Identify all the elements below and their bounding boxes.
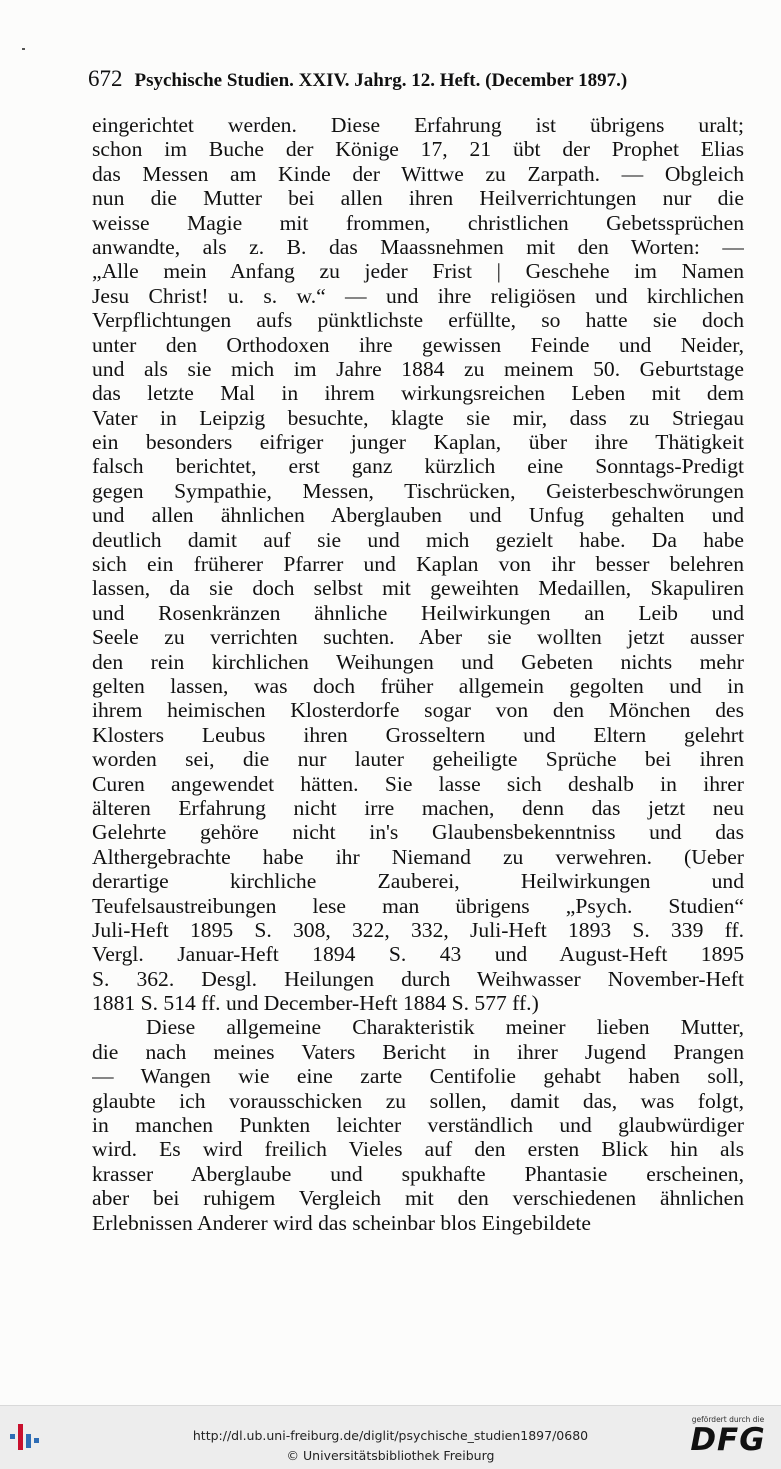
scan-speck [22, 48, 25, 50]
text-line: gelten lassen, was doch früher allgemein gegolten und in [92, 673, 744, 698]
text-line: derartige kirchliche Zauberei, Heilwirkungen und [92, 869, 744, 894]
text-line: nun die Mutter bei allen ihren Heilverrichtungen nur die [92, 186, 744, 211]
body-text [92, 113, 744, 1235]
text-line: in manchen Punkten leichter verständlich und glaubwürdiger [92, 1113, 744, 1138]
text-line: „Alle mein Anfang zu jeder Frist | Geschehe im Namen [92, 259, 744, 284]
text-line: Curen angewendet hätten. Sie lasse sich deshalb in ihrer [92, 771, 744, 796]
text-line: das Messen am Kinde der Wittwe zu Zarpath. — Obgleich [92, 161, 744, 186]
viewer-footer [0, 1405, 781, 1469]
text-line: aber bei ruhigem Vergleich mit den verschiedenen ähnlichen [92, 1186, 744, 1211]
running-header [88, 66, 750, 92]
text-line: S. 362. Desgl. Heilungen durch Weihwasser November-Heft [92, 966, 744, 991]
dfg-logo-icon: DFG [690, 1422, 766, 1458]
text-line: sich ein früherer Pfarrer und Kaplan von ihr besser belehren [92, 552, 744, 577]
text-line: unter den Orthodoxen ihre gewissen Feinde und Neider, [92, 332, 744, 357]
text-line: Teufelsaustreibungen lese man übrigens „Psych. Studien“ [92, 893, 744, 918]
text-line: eingerichtet werden. Diese Erfahrung ist übrigens uralt; [92, 113, 744, 137]
text-line: schon im Buche der Könige 17, 21 übt der Prophet Elias [92, 137, 744, 162]
text-line: Diese allgemeine Charakteristik meiner lieben Mutter, [146, 1015, 744, 1040]
text-line: Vater in Leipzig besuchte, klagte sie mir, dass zu Striegau [92, 405, 744, 430]
text-line: ein besonders eifriger junger Kaplan, über ihre Thätigkeit [92, 430, 744, 455]
text-line: ihrem heimischen Klosterdorfe sogar von den Mönchen des [92, 698, 744, 723]
dfg-tagline: gefördert durch die [691, 1415, 765, 1424]
text-line: falsch berichtet, erst ganz kürzlich eine Sonntags-Predigt [92, 454, 744, 479]
text-line: weisse Magie mit frommen, christlichen Gebetssprüchen [92, 210, 744, 235]
text-line: wird. Es wird freilich Vieles auf den ersten Blick hin als [92, 1137, 744, 1162]
text-line: den rein kirchlichen Weihungen und Gebeten nichts mehr [92, 649, 744, 674]
text-line: älteren Erfahrung nicht irre machen, denn das jetzt neu [92, 795, 744, 820]
text-line: die nach meines Vaters Bericht in ihrer Jugend Prangen [92, 1039, 744, 1064]
text-line: 1881 S. 514 ff. und December-Heft 1884 S. 577 ff.) [92, 991, 539, 1016]
text-line: glaubte ich vorausschicken zu sollen, damit das, was folgt, [92, 1088, 744, 1113]
text-line: das letzte Mal in ihrem wirkungsreichen Leben mit dem [92, 381, 744, 406]
text-line: — Wangen wie eine zarte Centifolie gehabt haben soll, [92, 1064, 744, 1089]
text-line: Verpflichtungen aufs pünktlichste erfüllte, so hatte sie doch [92, 308, 744, 333]
text-line: Erlebnissen Anderer wird das scheinbar blos Eingebildete [92, 1210, 591, 1235]
page-number: 672 [88, 66, 123, 91]
text-line: und allen ähnlichen Aberglauben und Unfug gehalten und [92, 503, 744, 528]
text-line: Althergebrachte habe ihr Niemand zu verwehren. (Ueber [92, 844, 744, 869]
text-line: Vergl. Januar-Heft 1894 S. 43 und August-Heft 1895 [92, 942, 744, 967]
text-line: und als sie mich im Jahre 1884 zu meinem 50. Geburtstage [92, 356, 744, 381]
permalink-url[interactable]: http://dl.ub.uni-freiburg.de/diglit/psychische_studien1897/0680 [192, 1428, 589, 1443]
text-line: Klosters Leubus ihren Grosseltern und Eltern gelehrt [92, 722, 744, 747]
text-line: Juli-Heft 1895 S. 308, 322, 332, Juli-Heft 1893 S. 339 ff. [92, 917, 744, 942]
text-line: deutlich damit auf sie und mich gezielt habe. Da habe [92, 527, 744, 552]
text-line: krasser Aberglaube und spukhafte Phantasie erscheinen, [92, 1161, 744, 1186]
text-line: Gelehrte gehöre nicht in's Glaubensbekenntniss und das [92, 820, 744, 845]
dfg-sponsor[interactable] [686, 1415, 770, 1456]
text-line: Jesu Christ! u. s. w.“ — und ihre religiösen und kirchlichen [92, 283, 744, 308]
text-line: und Rosenkränzen ähnliche Heilwirkungen an Leib und [92, 600, 744, 625]
copyright-notice: © Universitätsbibliothek Freiburg [286, 1448, 495, 1463]
text-line: lassen, da sie doch selbst mit geweihten Medaillen, Skapuliren [92, 576, 744, 601]
text-line: anwandte, als z. B. das Maassnehmen mit den Worten: — [92, 234, 744, 259]
journal-title: Psychische Studien. XXIV. Jahrg. 12. Heft. (December 1897.) [134, 70, 628, 91]
text-line: Seele zu verrichten suchten. Aber sie wollten jetzt ausser [92, 625, 744, 650]
text-line: gegen Sympathie, Messen, Tischrücken, Geisterbeschwörungen [92, 478, 744, 503]
text-line: worden sei, die nur lauter geheiligte Sprüche bei ihren [92, 747, 744, 772]
